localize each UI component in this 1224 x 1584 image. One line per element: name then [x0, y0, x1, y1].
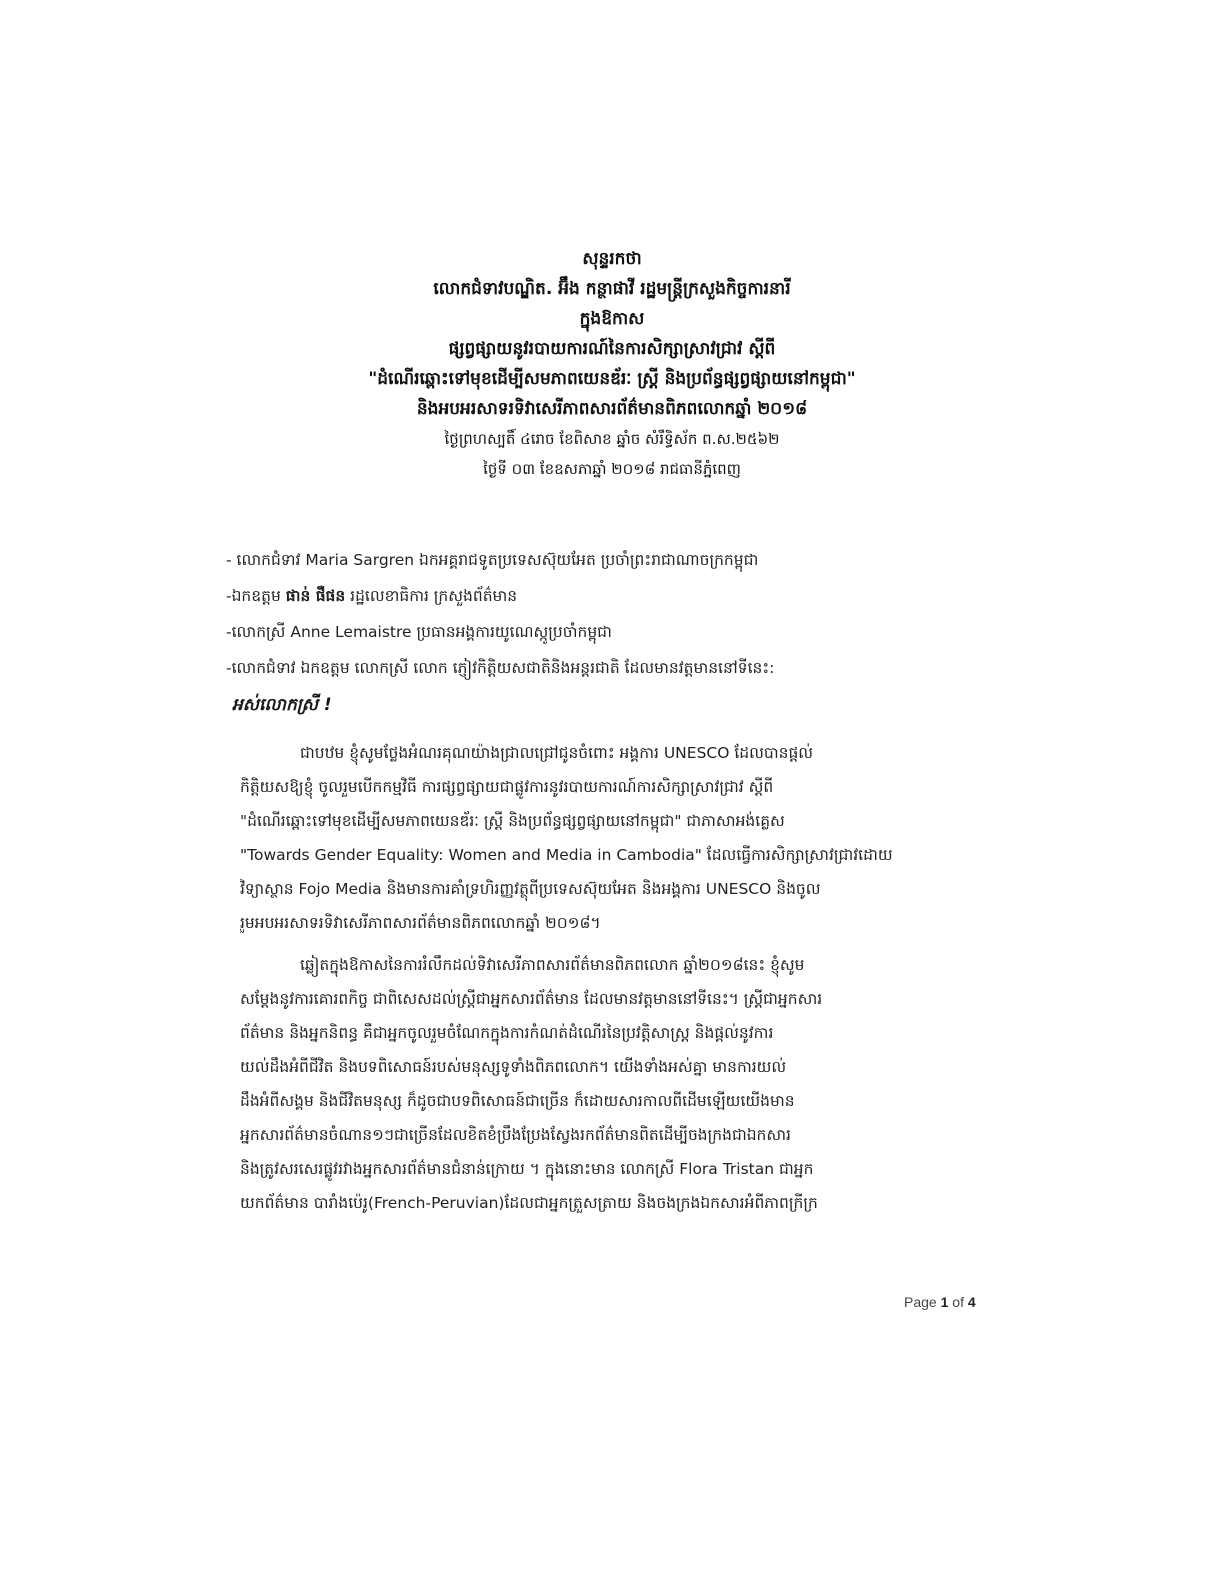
body-line: រួមអបអរសាទរទិវាសេរីភាពសារព័ត៌មានពិភពលោកឆ្នាំ ២០១៨។: [240, 914, 601, 932]
page-number: [904, 1294, 976, 1310]
addressee-prefix: - លោកជំទាវ: [226, 551, 306, 569]
addressee-row: -លោកជំទាវ ឯកឧត្តម លោកស្រី លោក ភ្ញៀវកិត្តិយសជាតិនិងអន្តរជាតិ ដែលមានវត្តមាននៅទីនេះ:: [226, 659, 775, 677]
addressee-name: Anne Lemaistre: [290, 623, 412, 641]
page-current: 1: [940, 1294, 949, 1310]
speech-header: [150, 244, 1074, 484]
header-occasion: ក្នុងឱកាស: [579, 309, 645, 329]
body-line: ជាបឋម ខ្ញុំសូមថ្លែងអំណរគុណយ៉ាងជ្រាលជ្រៅជូនចំពោះ អង្គការ UNESCO ដែលបានផ្តល់: [300, 744, 814, 762]
addressee-title: ឯកអគ្គរាជទូតប្រទេសស៊ុយអែត ប្រចាំព្រះរាជាណាចក្រកម្ពុជា: [414, 551, 759, 569]
page-total: 4: [967, 1294, 976, 1310]
addressee-list: [226, 542, 986, 686]
addressee-row: [226, 578, 986, 614]
body-line: "ដំណើរឆ្ពោះទៅមុខដើម្បីសមភាពយេនឌ័រៈ ស្ត្រី និងប្រព័ន្ធផ្សព្វផ្សាយនៅកម្ពុជា" ជាភាសាអង់គ្លេស: [240, 812, 785, 830]
addressee-title: រដ្ឋលេខាធិការ ក្រសួងព័ត៌មាន: [345, 587, 518, 605]
header-speaker: លោកជំទាវបណ្ឌិត. អ៊ឹង កន្ថាផាវី រដ្ឋមន្ត្រីក្រសួងកិច្ចការនារី: [433, 279, 791, 299]
body-line: ព័ត៌មាន និងអ្នកនិពន្ធ គឺជាអ្នកចូលរួមចំណែកក្នុងការកំណត់ដំណើរនៃប្រវត្តិសាស្ត្រ និងផ្តល់នូវការ: [240, 1024, 774, 1042]
body-line: "Towards Gender Equality: Women and Media in Cambodia" ដែលធ្វើការសិក្សាស្រាវជ្រាវដោយ: [240, 846, 893, 864]
body-line: សម្តែងនូវការគោរពកិច្ច ជាពិសេសដល់ស្ត្រីជាអ្នកសារព័ត៌មាន ដែលមានវត្តមាននៅទីនេះ។ ស្ត្រីជាអ្នកសារ: [240, 990, 823, 1008]
addressee-prefix: -ឯកឧត្តម: [226, 587, 286, 605]
body-line: ឆ្លៀតក្នុងឱកាសនៃការរំលឹកដល់ទិវាសេរីភាពសារព័ត៌មានពិភពលោក ឆ្នាំ២០១៨នេះ ខ្ញុំសូម: [300, 956, 805, 974]
body-line: ដឹងអំពីសង្គម និងជីវិតមនុស្ស ក៏ដូចជាបទពិសោធន៍ជាច្រើន ក៏ដោយសារកាលពីដើមឡើយយើងមាន: [240, 1092, 795, 1110]
addressee-row: [226, 542, 986, 578]
body-line: វិទ្យាស្ថាន Fojo Media និងមានការគាំទ្រហិរញ្ញវត្ថុពីប្រទេសស៊ុយអែត និងអង្គការ UNESCO និងចូល: [240, 880, 821, 898]
salutation: អស់លោកស្រី !: [232, 695, 332, 715]
page-of-label: of: [948, 1294, 968, 1310]
body-line: យកព័ត៌មាន បារាំងប៉េរូ(French-Peruvian)ដែលជាអ្នកត្រួសត្រាយ និងចងក្រងឯកសារអំពីភាពក្រីក្រ: [240, 1194, 818, 1212]
addressee-title: ប្រធានអង្គការយូណេស្កូប្រចាំកម្ពុជា: [411, 623, 612, 641]
body-line: យល់ដឹងអំពីជីវិត និងបទពិសោធន៍របស់មនុស្សទូទាំងពិភពលោក។ យើងទាំងអស់គ្នា មានការយល់: [240, 1058, 787, 1076]
addressee-name: Maria Sargren: [305, 551, 415, 569]
header-solar-date: ថ្ងៃទី ០៣ ខែឧសភាឆ្នាំ ២០១៨ រាជធានីភ្នំពេញ: [483, 460, 741, 478]
header-report-title: "ដំណើរឆ្ពោះទៅមុខដើម្បីសមភាពយេនឌ័រៈ ស្ត្រី និងប្រព័ន្ធផ្សព្វផ្សាយនៅកម្ពុជា": [368, 369, 856, 389]
addressee-prefix: -លោកស្រី: [226, 623, 291, 641]
speech-body: [240, 736, 988, 1220]
body-line: អ្នកសារព័ត៌មានចំណាន១ៗជាច្រើនដែលខិតខំប្រឹងប្រែងស្វែងរកព័ត៌មានពិតដើម្បីចងក្រងជាឯកសារ: [240, 1126, 791, 1144]
header-lunar-date: ថ្ងៃព្រហស្បតិ៍ ៤រោច ខែពិសាខ ឆ្នាំច សំរឹទ្ធិស័ក ព.ស.២៥៦២: [444, 430, 780, 448]
body-line: កិត្តិយសឱ្យខ្ញុំ ចូលរួមបើកកម្មវិធី ការផ្សព្វផ្សាយជាផ្លូវការនូវរបាយការណ៍ការសិក្សាស្រាវជ្រាវ ស្តីពី: [240, 778, 774, 796]
header-event: ផ្សព្វផ្សាយនូវរបាយការណ៍នៃការសិក្សាស្រាវជ្រាវ ស្តីពី: [448, 339, 776, 359]
header-title: សុន្ទរកថា: [582, 249, 642, 269]
addressee-name: ផាន់ ផឺផន: [285, 587, 346, 605]
paragraph-gap: [240, 940, 988, 948]
addressee-row: [226, 614, 986, 650]
header-celebration: និងអបអរសាទរទិវាសេរីភាពសារព័ត៌មានពិភពលោកឆ្នាំ ២០១៨: [416, 399, 808, 419]
body-line: និងត្រូវសរសេរផ្លូវរវាងអ្នកសារព័ត៌មានជំនាន់ក្រោយ ។ ក្នុងនោះមាន លោកស្រី Flora Tristan ជាអ្នក: [240, 1160, 814, 1178]
page-label: Page: [904, 1294, 941, 1310]
